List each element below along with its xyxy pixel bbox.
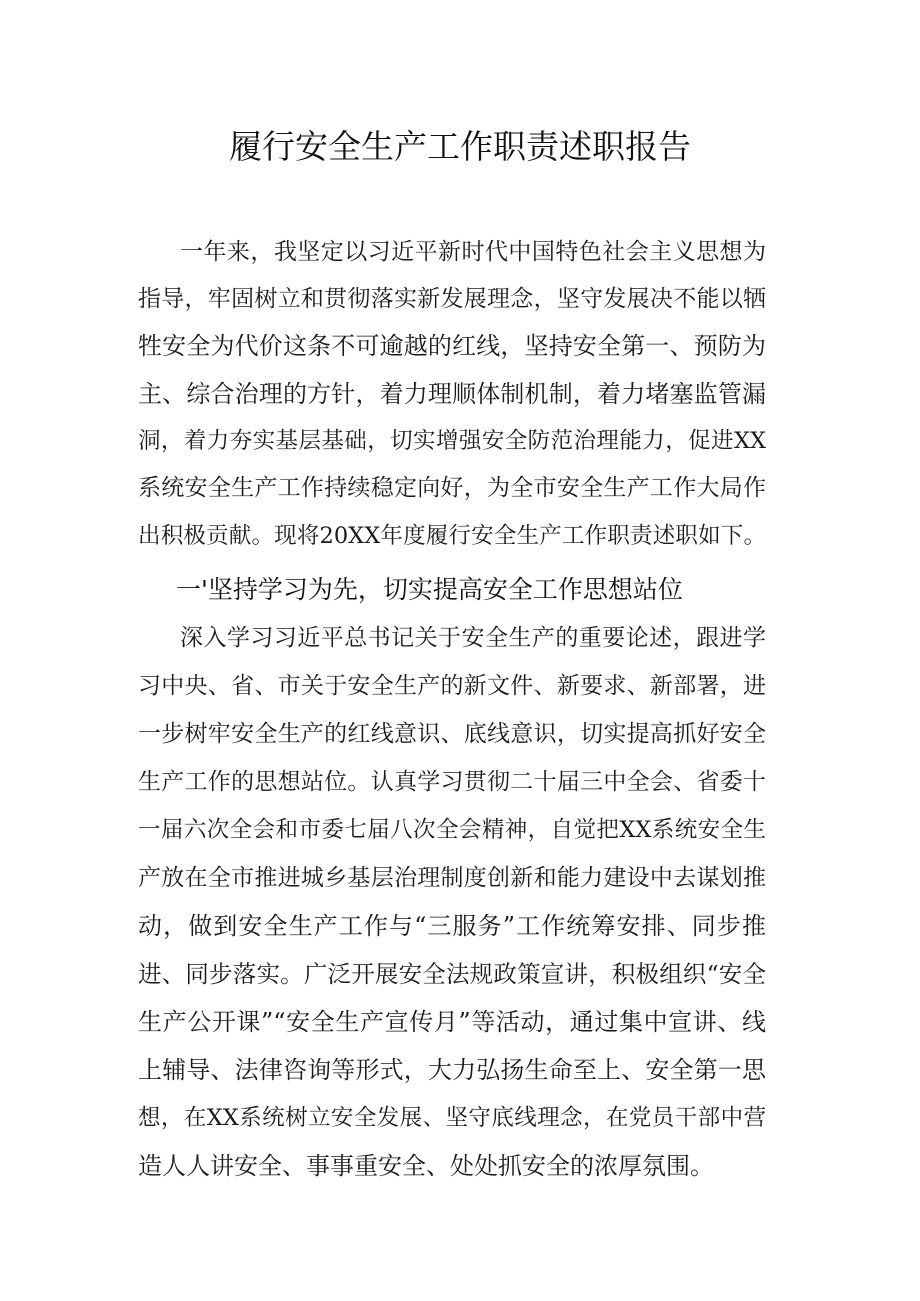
section-line: 深入学习习近平总书记关于安全生产的重要论述，跟进学 — [180, 625, 766, 651]
intro-line: 一年来，我坚定以习近平新时代中国特色社会主义思想为 — [180, 239, 766, 265]
intro-line: 牲安全为代价这条不可逾越的红线，坚持安全第一、预防为 — [138, 332, 766, 360]
section-heading: 一'坚持学习为先，切实提高安全工作思想站位 — [176, 575, 683, 604]
section-line: 一步树牢安全生产的红线意识、底线意识，切实提高抓好安全 — [138, 721, 766, 747]
section-line: 造人人讲安全、事事重安全、处处抓安全的浓厚氛围。 — [138, 1152, 714, 1180]
intro-line: 指导，牢固树立和贯彻落实新发展理念，坚守发展决不能以牺 — [138, 286, 766, 312]
section-line: 上辅导、法律咨询等形式，大力弘扬生命至上、安全第一思 — [138, 1056, 766, 1084]
document-title: 履行安全生产工作职责述职报告 — [229, 127, 691, 166]
intro-line: 系统安全生产工作持续稳定向好，为全市安全生产工作大局作 — [138, 475, 766, 501]
section-line: 进、同步落实。广泛开展安全法规政策宣讲，积极组织“安全 — [138, 960, 766, 988]
intro-line: 洞，着力夯实基层基础，切实增强安全防范治理能力，促进XX — [138, 428, 766, 454]
section-line: 产放在全市推进城乡基层治理制度创新和能力建设中去谋划推 — [138, 865, 766, 891]
section-line: 生产工作的思想站位。认真学习贯彻二十届三中全会、省委十 — [138, 769, 766, 795]
section-line: 生产公开课”“安全生产宣传月”等活动，通过集中宣讲、线 — [138, 1008, 766, 1036]
section-line: 想，在XX系统树立安全发展、坚守底线理念，在党员干部中营 — [138, 1105, 766, 1131]
section-line: 一届六次全会和市委七届八次全会精神，自觉把XX系统安全生 — [138, 817, 766, 843]
section-line: 动，做到安全生产工作与“三服务”工作统筹安排、同步推 — [138, 912, 766, 940]
intro-line: 出积极贡献。现将20XX年度履行安全生产工作职责述职如下。 — [138, 523, 766, 549]
section-line: 习中央、省、市关于安全生产的新文件、新要求、新部署，进 — [138, 673, 766, 699]
intro-line: 主、综合治理的方针，着力理顺体制机制，着力堵塞监管漏 — [138, 380, 766, 408]
